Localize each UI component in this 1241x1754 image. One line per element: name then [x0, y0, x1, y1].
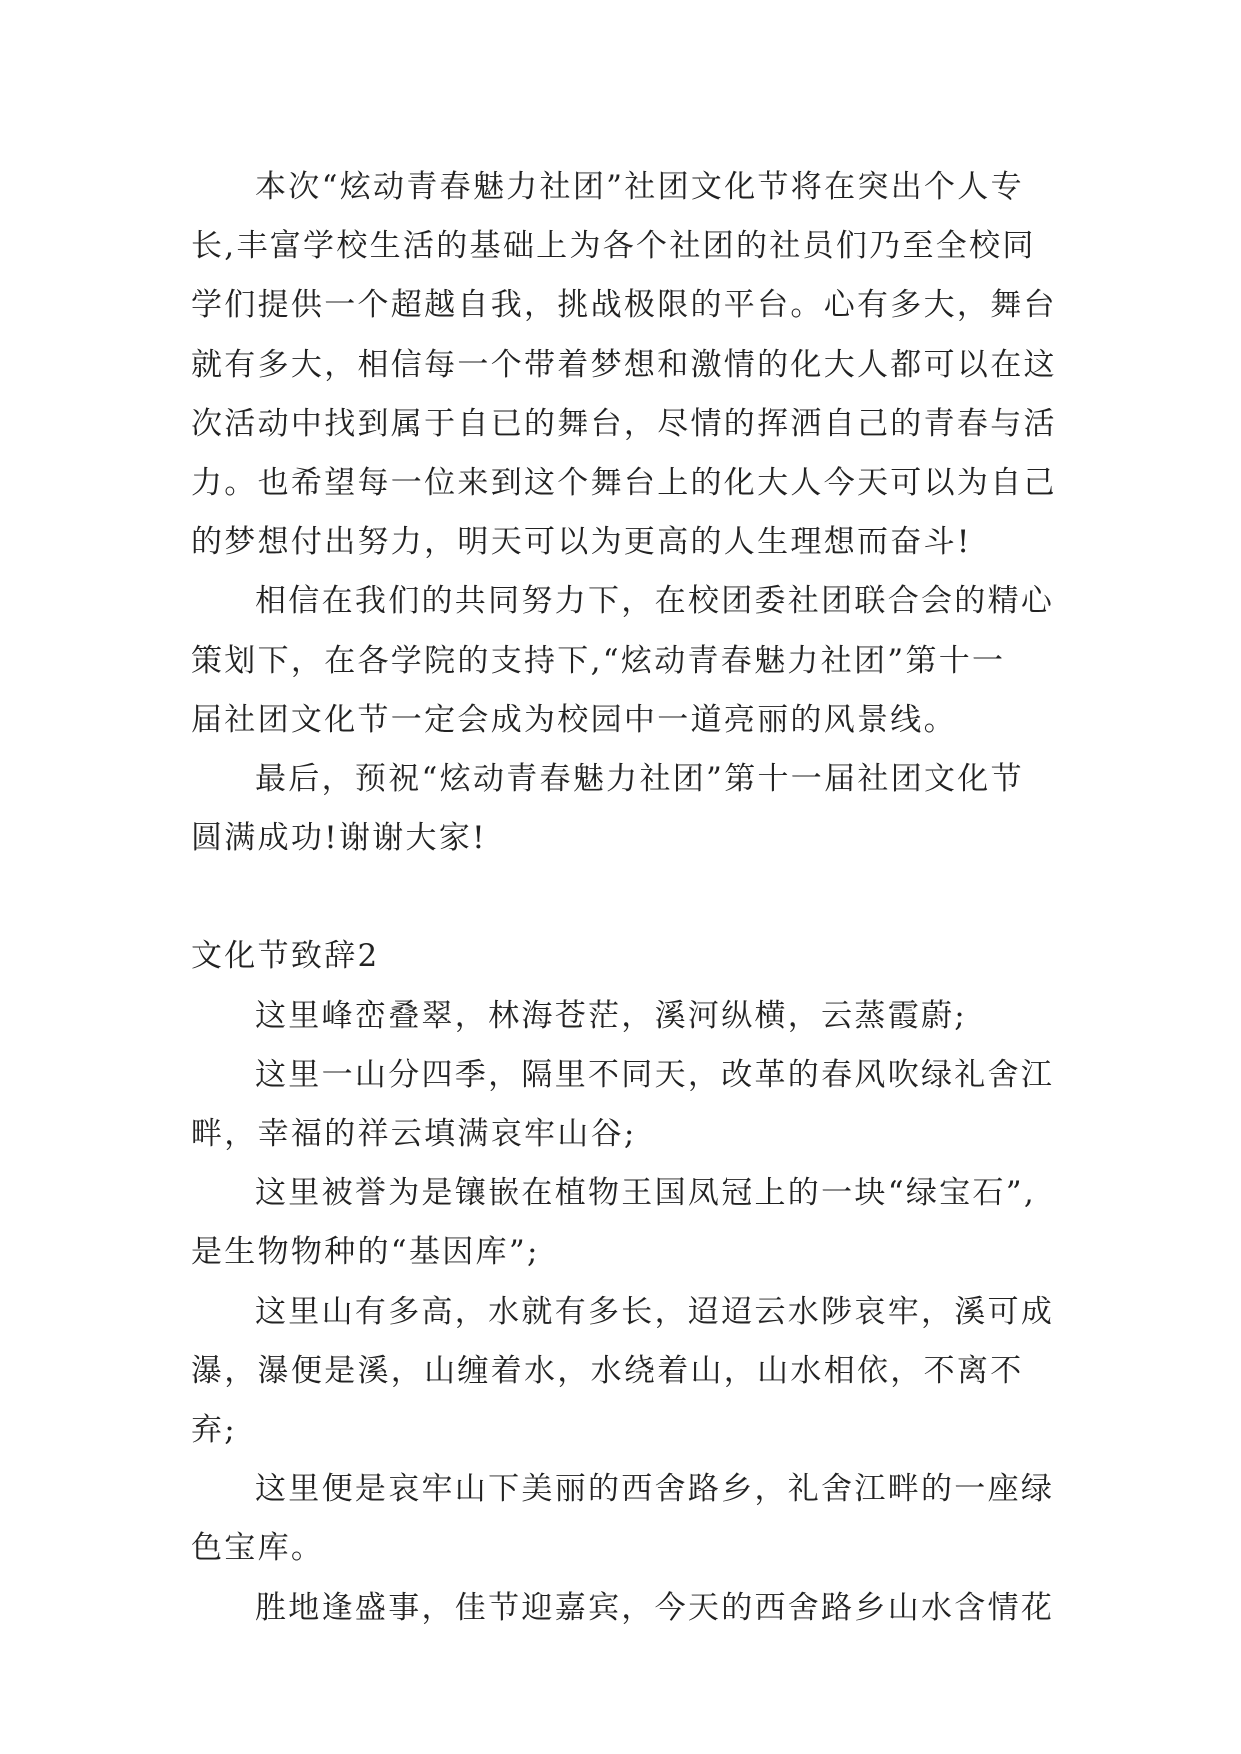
- paragraph-intro: 本次“炫动青春魅力社团”社团文化节将在突出个人专 长,丰富学校生活的基础上为各个社团的社员们乃至全校同 学们提供一个超越自我，挑战极限的平台。心有多大，舞台 就有多大，相信每一个带着梦想和激情的化大人都可以在这 次活动中找到属于自已的舞台，尽情的挥洒自己的青春与活 力。也希望每一位来到这个舞台上的化大人今天可以为自己 的梦想付出努力，明天可以为更高的人生理想而奋斗!: [191, 169, 1057, 561]
- paragraph-festival: 胜地逢盛事，佳节迎嘉宾，今天的西舍路乡山水含情花: [255, 1589, 1055, 1626]
- paragraph-xishelu: 这里便是哀牢山下美丽的西舍路乡，礼舍江畔的一座绿 色宝库。: [191, 1471, 1055, 1567]
- paragraph-mountains-waters: 这里山有多高，水就有多长，迢迢云水陟哀牢，溪可成 瀑，瀑便是溪，山缠着水，水绕着山，山水相依，不离不弃;: [191, 1293, 1055, 1449]
- document-body: [191, 158, 1061, 1638]
- paragraph-seasons: 这里一山分四季，隔里不同天，改革的春风吹绿礼舍江 畔，幸福的祥云填满哀牢山谷;: [191, 1056, 1055, 1153]
- section-spacer: [191, 868, 1061, 927]
- paragraph-belief: 相信在我们的共同努力下，在校团委社团联合会的精心 策划下，在各学院的支持下,“炫动青春魅力社团”第十一 届社团文化节一定会成为校园中一道亮丽的风景线。: [191, 583, 1055, 738]
- paragraph-emerald: 这里被誉为是镶嵌在植物王国凤冠上的一块“绿宝石”, 是生物物种的“基因库”;: [191, 1175, 1037, 1271]
- paragraph-landscape: 这里峰峦叠翠，林海苍茫，溪河纵横，云蒸霞蔚;: [255, 997, 968, 1034]
- section-title: 文化节致辞2: [191, 938, 380, 975]
- paragraph-closing: 最后，预祝“炫动青春魅力社团”第十一届社团文化节 圆满成功!谢谢大家!: [191, 761, 1024, 857]
